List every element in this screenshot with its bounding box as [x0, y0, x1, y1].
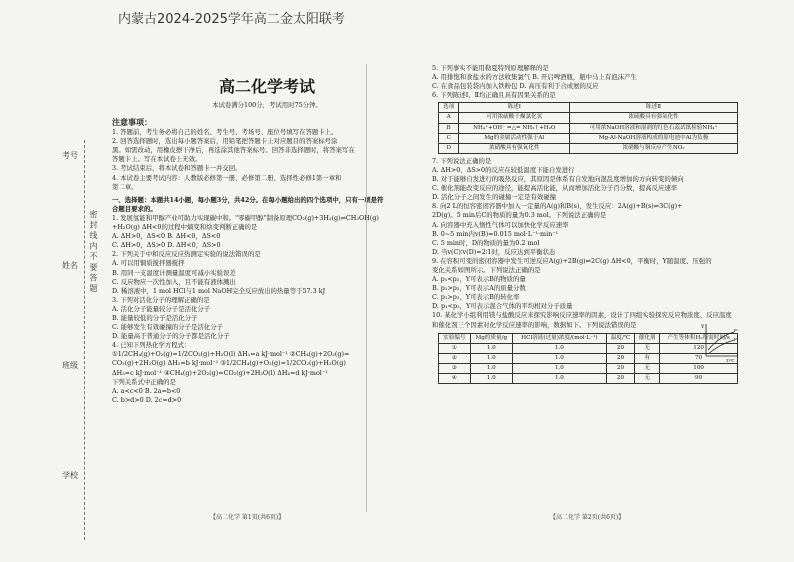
question-line: B. 对于能够自发进行的吸热反应，其原因是体系有自发地向混乱度增加的方向转变的倾向: [432, 175, 684, 184]
table-row: [439, 353, 738, 363]
notice-line: 2. 回答选择题时，选出每小题答案后，用铅笔把答题卡上对应题目的答案标号涂: [112, 137, 338, 146]
table-cell: 无: [635, 343, 660, 353]
table-header: 陈述Ⅰ: [459, 103, 570, 113]
table-row: [439, 143, 738, 153]
paper-title: 高二化学考试: [218, 77, 315, 96]
table-cell: ①: [439, 343, 471, 353]
table-row: [439, 113, 738, 123]
table-header: 实验编号: [439, 333, 471, 343]
question-line: A. 用排饱和食盐水的方法收集氯气 B. 开启啤酒瓶，瓶中马上有泡沫产生: [432, 73, 637, 82]
question-line: D. p₁<p₂，Y可表示混合气体的平均相对分子质量: [432, 302, 573, 311]
table-cell: 可用浓硫酸干燥氯化氢: [459, 113, 570, 123]
table-row: [439, 123, 738, 133]
question-line: D. 稀溶液中，1 mol HCl与1 mol NaOH完全反应放出的热量等于57.3 kJ: [112, 286, 326, 295]
question-line: 和催化剂三个因素对化学反应速率的影响，数据如下。下列说法错误的是: [432, 320, 637, 329]
table-cell: 120: [660, 343, 738, 353]
field-class: 班级: [62, 361, 78, 370]
question-line: D. 能量高于普通分子的分子都是活化分子: [112, 332, 230, 341]
paper-subtitle: 本试卷满分100分，考试用时75分钟。: [212, 101, 322, 109]
table-header: 温度/℃: [606, 333, 634, 343]
table-header: 陈述Ⅱ: [570, 103, 738, 113]
table-header: Mg的质量/g: [470, 333, 512, 343]
question-line: 10. 某化学小组利用镁与盐酸反应来探究影响反应速率的因素，设计了四组实验探究反应物浓度、反应温度: [432, 311, 732, 320]
question-line: +H₂O(g) ΔH<0的过程中熵变和焓变判断正确的是: [112, 223, 258, 232]
table-cell: ④: [439, 374, 471, 384]
field-name: 姓名: [62, 261, 78, 270]
question-line: C. 催化剂能改变反应的途径，能提高活化能，从而增加活化分子百分数，提高反应速率: [432, 184, 678, 193]
table-header: 产生等体积H₂所需时间/s: [660, 333, 738, 343]
notice-line: 黑。如需改动，用橡皮擦干净后，再选涂其他答案标号。回答非选择题时，将答案写在: [112, 146, 355, 155]
table-row: [439, 133, 738, 143]
question-line: 下列关系式中正确的是: [112, 377, 176, 386]
question-line: B. 用同一支温度计测量温度可减小实验误差: [112, 268, 236, 277]
table-cell: ③: [439, 363, 471, 373]
table-cell: 浓硫酸具有强氧化性: [570, 113, 738, 123]
notice-line: 第二章。: [112, 182, 138, 191]
question-line: CO₂(g)+2H₂O(g) ΔH₂=b kJ·mol⁻¹ ③1/2CH₄(g)+O₂(g)=1/2CO₂(g)+H₂O(g): [112, 359, 346, 368]
section-title-cont: 合题目要求的。: [112, 204, 157, 213]
right-column: [432, 64, 744, 384]
question-line: A. p₁<p₂，Y可表示B的物质的量: [432, 275, 526, 284]
table-cell: Mg的金属活动性强于Al: [459, 133, 570, 143]
question-line: A. 活化分子能量较分子是活化分子: [112, 304, 211, 313]
question-line: B. 0~5 min内v(B)=0.015 mol·L⁻¹·min⁻¹: [432, 229, 559, 238]
table-cell: 无: [635, 363, 660, 373]
table-cell: B: [439, 123, 459, 133]
table-cell: 1.0: [470, 363, 512, 373]
question-line: ΔH₃=c kJ·mol⁻¹ ④CH₄(g)+2O₂(g)=CO₂(g)+2H₂O(l) ΔH₄=d kJ·mol⁻¹: [112, 368, 328, 377]
figure-x-label: T/℃: [726, 358, 735, 362]
question-line: 3. 下列对活化分子的理解正确的是: [112, 295, 210, 304]
question-line: 7. 下列说法正确的是: [432, 156, 492, 165]
table-cell: 浓硝酸具有强氧化性: [459, 143, 570, 153]
exam-header-title: 内蒙古2024-2025学年高二金太阳联考: [118, 12, 345, 27]
figure-curve-label-p1: p₁: [734, 327, 739, 332]
table-cell: 1.0: [470, 374, 512, 384]
table-cell: C: [439, 133, 459, 143]
question-line: C. b>d>0 D. 2c=d>0: [112, 395, 182, 404]
question-line: D. 活化分子之间发生的碰撞一定是有效碰撞: [432, 193, 556, 202]
experiment-table: [438, 333, 738, 384]
notice-line: 4. 本试卷主要考试内容：人教版必修第一册、必修第二册、选择性必修1第一章和: [112, 173, 342, 182]
figure-curve-label-p2: p₂: [734, 336, 739, 341]
question-line: 9. 在容积可变的密闭容器中发生可逆反应A(g)+2B(g)⇌2C(g) ΔH<0，平衡时，Y随温度、压强的: [432, 256, 712, 265]
table-row: [439, 374, 738, 384]
question-line: 变化关系如图所示。下列说法正确的是: [432, 265, 541, 274]
table-cell: 可用浓NaOH溶液和湿润的红色石蕊试纸检验NH₄⁺: [570, 123, 738, 133]
table-cell: Mg-Al-NaOH溶液构成的原电池中Al为负极: [570, 133, 738, 143]
figure-curve-p2: [708, 340, 734, 354]
question-line: A. 向容器中充入惰性气体可以加快化学反应速率: [432, 220, 569, 229]
table-cell: 90: [660, 374, 738, 384]
table-cell: 1.0: [512, 343, 606, 353]
question-line: A. ΔH>0，ΔS<0 B. ΔH<0，ΔS<0: [112, 232, 221, 241]
table-cell: 有: [635, 353, 660, 363]
table-cell: 1.0: [512, 353, 606, 363]
table-row: [439, 343, 738, 353]
table-cell: 20: [606, 343, 634, 353]
table-cell: 无: [635, 374, 660, 384]
table-cell: 20: [606, 363, 634, 373]
field-school: 学校: [62, 471, 78, 480]
question-line: C. 5 min时，D的物质的量为0.2 mol: [432, 238, 540, 247]
notice-line: 答题卡上。写在本试卷上无效。: [112, 155, 202, 164]
figure-y-label: Y: [701, 324, 705, 330]
question-line: A. 可以用铜质搅拌器搅拌: [112, 259, 185, 268]
question-line: C. 在食品包装袋内加入铁粉包 D. 高压有利于合成氨的反应: [432, 82, 599, 91]
exam-sheet: [60, 64, 744, 532]
question-line: ①1/2CH₄(g)+O₂(g)=1/2CO₂(g)+H₂O(l) ΔH₁=a kJ·mol⁻¹ ②CH₄(g)+2O₂(g)=: [112, 350, 350, 359]
page-footer-right: 【高二化学 第2页(共6页)】: [550, 514, 625, 521]
table-header: 催化剂: [635, 333, 660, 343]
page-footer-left: 【高二化学 第1页(共6页)】: [210, 514, 285, 521]
notice-title: 注意事项：: [112, 117, 152, 128]
notice-line: 3. 考试结束后，将本试卷和答题卡一并交回。: [112, 164, 242, 173]
equilibrium-figure: [700, 322, 740, 362]
question-line: C. 能够发生有效碰撞的分子是活化分子: [112, 323, 223, 332]
field-exam-number: 考号: [62, 151, 78, 160]
question-line: B. 能量较低的分子是活化分子: [112, 313, 198, 322]
left-column: [112, 64, 422, 405]
question-line: 2D(g)。5 min后C的物质的量为0.3 mol。下列说法正确的是: [432, 211, 607, 220]
question-line: C. 反应物应一次性加入，且不能有液体溅出: [112, 277, 236, 286]
table-cell: 1.0: [512, 363, 606, 373]
table-row: [439, 363, 738, 373]
table-cell: 1.0: [512, 374, 606, 384]
question-line: D. 当v(C)∶v(D)=2∶1时，反应达到平衡状态: [432, 247, 556, 256]
table-cell: 浓硝酸与铜反应产生NO₂: [570, 143, 738, 153]
table-cell: D: [439, 143, 459, 153]
table-cell: 1.0: [470, 343, 512, 353]
seal-text: 密 封 线 内 不 要 答 题: [89, 210, 98, 292]
table-cell: 100: [660, 363, 738, 373]
table-cell: 70: [660, 353, 738, 363]
table-cell: 1.0: [470, 353, 512, 363]
table-cell: 20: [606, 374, 634, 384]
column-divider: [366, 64, 367, 512]
table-cell: ②: [439, 353, 471, 363]
question-line: B. p₁>p₂，Y可表示A的质量分数: [432, 284, 526, 293]
question-line: 5. 下列事实不能用勒夏特列原理解释的是: [432, 64, 549, 72]
options-table: [438, 102, 738, 153]
table-cell: NH₄⁺+OH⁻ =△= NH₃↑+H₂O: [459, 123, 570, 133]
question-line: 1. 发展氢能和甲醇产业可助力实现碳中和。"零碳甲醇"制备原理CO₂(g)+3H₂(g)⇌CH₃OH(g): [112, 213, 379, 222]
question-line: 2. 下列关于中和反应反应热测定实验的说法错误的是: [112, 250, 261, 259]
table-cell: 20: [606, 353, 634, 363]
table-cell: A: [439, 113, 459, 123]
question-line: A. ΔH>0、ΔS>0的反应在较低温度下能自发进行: [432, 165, 575, 174]
notice-line: 1. 答题前，考生务必将自己的姓名、考生号、考场号、座位号填写在答题卡上。: [112, 128, 338, 137]
question-line: 6. 下列陈述Ⅰ、Ⅱ均正确且具有因果关系的是: [432, 91, 556, 100]
question-line: C. p₁>p₂，Y可表示B的转化率: [432, 293, 520, 302]
question-line: C. ΔH>0，ΔS>0 D. ΔH<0，ΔS>0: [112, 241, 221, 250]
question-line: 4. 已知下列热化学方程式：: [112, 341, 191, 350]
table-header: 选项: [439, 103, 459, 113]
question-line: A. a<c<0 B. 2a=b<0: [112, 386, 181, 395]
question-line: 8. 向2 L的恒容密闭容器中加入一定量的A(g)和B(s)，发生反应：2A(g)+B(s)⇌3C(g)+: [432, 202, 683, 211]
section-title: 一、选择题：本题共14小题，每小题3分，共42分。在每小题给出的四个选项中，只有一项是符: [112, 195, 384, 204]
table-header: HCl溶液(过量)浓度/(mol·L⁻¹): [512, 333, 606, 343]
